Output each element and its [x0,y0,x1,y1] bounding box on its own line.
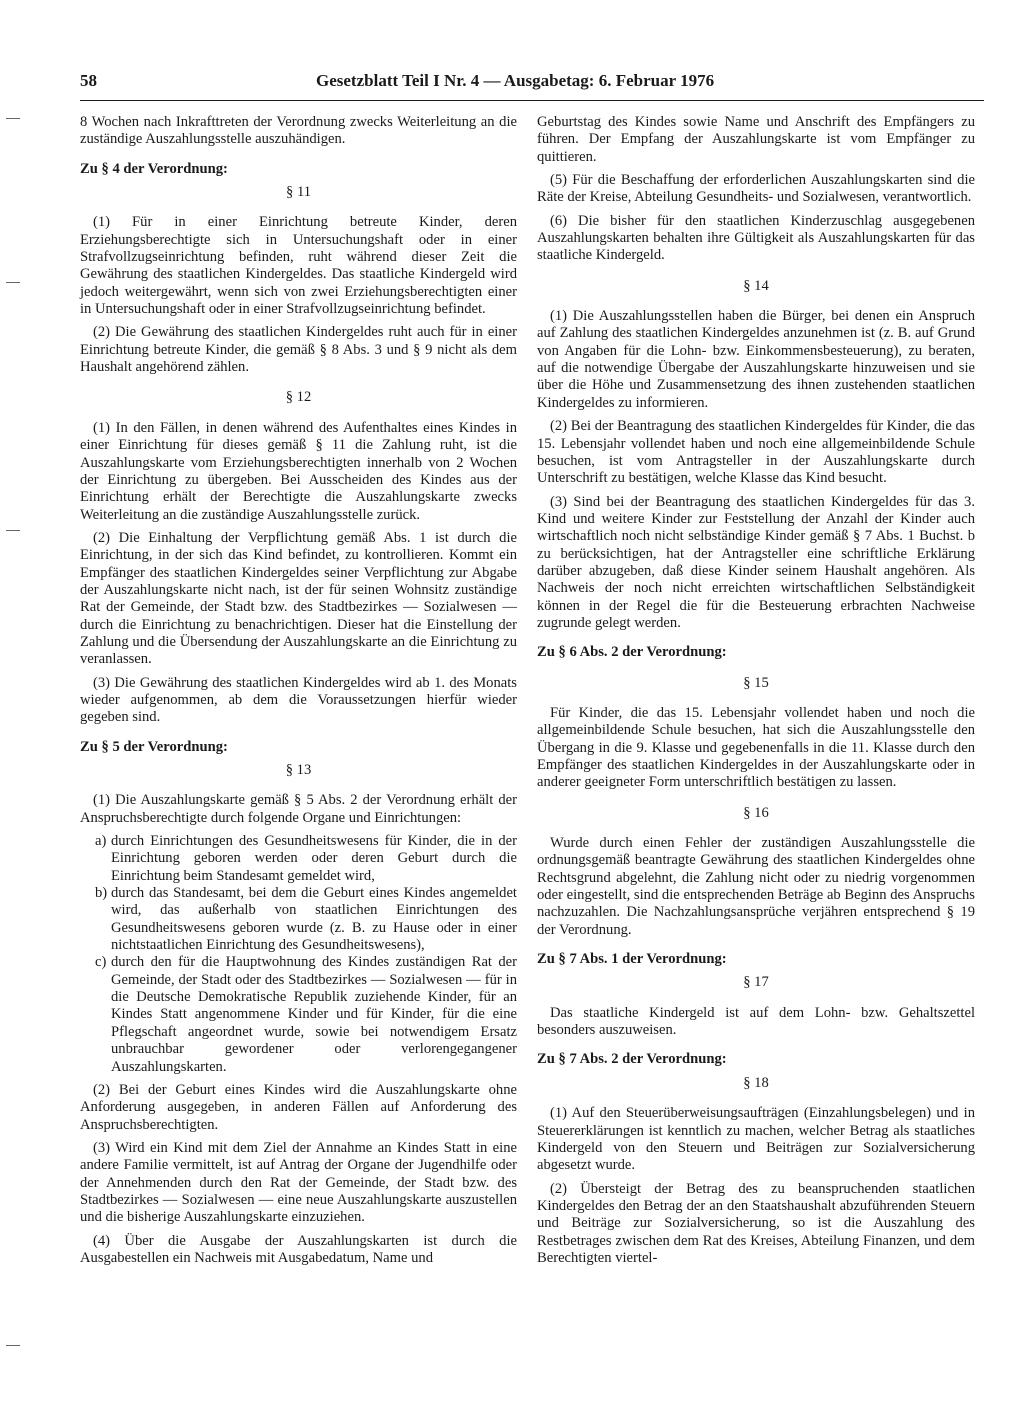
paragraph: Für Kinder, die das 15. Lebensjahr vollendet haben und noch die allgemeinbildende Schule besuchen, hat sich die Auszahlungsstelle den Übergang in die 9. Klasse und gegebenenfalls in die 11. Klasse durch den Empfänger des staatlichen Kindergeldes in der Auszahlungskarte oder in anderer geeigneter Form unterschriftlich bestätigen zu lassen. [537,704,975,791]
list-item [80,954,517,1075]
list-item [80,885,517,954]
section-title: § 13 [285,762,312,778]
paragraph: (1) Für in einer Einrichtung betreute Kinder, deren Erziehungsberechtigte sich in Untersuchungshaft oder in einer Strafvollzugseinrichtung befinden, ruht während dieser Zeit die Gewährung des staatlichen Kindergeldes. Das staatliche Kindergeld wird jedoch weitergewährt, wenn sich von zwei Erziehungsberechtigten einer in Untersuchungshaft oder in einer Strafvollzugseinrichtung befindet. [80,214,517,318]
section-heading: Zu § 6 Abs. 2 der Verordnung: [537,644,727,661]
paragraph: (6) Die bisher für den staatlichen Kinderzuschlag ausgegebenen Auszahlungskarten behalten ihre Gültigkeit als Auszahlungskarten für das staatliche Kindergeld. [537,212,975,264]
list-letter: a) [95,833,107,850]
edge-mark [6,530,20,531]
section-title: § 12 [285,389,312,406]
section-title: § 11 [286,184,311,201]
section-title: § 16 [743,804,769,821]
paragraph: (2) Die Gewährung des staatlichen Kindergeldes ruht auch für in einer Einrichtung betreute Kinder, die gemäß § 8 Abs. 3 und § 9 nicht als dem Haushalt angehörend zählen. [80,324,517,376]
paragraph: (1) Auf den Steuerüberweisungsaufträgen (Einzahlungsbelegen) und in Steuererklärungen ist kenntlich zu machen, welcher Betrag als staatliches Kindergeld von den Steuern und Beiträgen zur Sozialversicherung abgesetzt wurde. [537,1105,975,1174]
paragraph: (2) Die Einhaltung der Verpflichtung gemäß Abs. 1 ist durch die Einrichtung, in der sich das Kind befindet, zu kontrollieren. Kommt ein Empfänger des staatlichen Kindergeldes seiner Verpflichtung zur Abgabe der Auszahlungskarte nicht nach, ist der für seinen Wohnsitz zuständige Rat der Gemeinde, der Stadt bzw. des Stadtbezirkes — Sozialwesen — durch die Einrichtung zu benachrichtigen. Dieser hat die Einstellung der Zahlung und die Übersendung der Auszahlungskarte an die Einrichtung zu veranlassen. [80,529,517,668]
paragraph: (1) Die Auszahlungskarte gemäß § 5 Abs. 2 der Verordnung erhält der Anspruchsberechtigte durch folgende Organe und Einrichtungen: [80,792,517,826]
paragraph: (4) Über die Ausgabe der Auszahlungskarten ist durch die Ausgabestellen ein Nachweis mit Ausgabedatum, Name und [80,1232,517,1266]
edge-mark [6,1345,20,1346]
section-heading: Zu § 5 der Verordnung: [80,738,228,755]
paragraph: (5) Für die Beschaffung der erforderlichen Auszahlungskarten sind die Räte der Kreise, Abteilung Gesundheits- und Sozialwesen, verantwortlich. [537,172,975,206]
edge-mark [6,118,20,119]
list-text: durch den für die Hauptwohnung des Kindes zuständigen Rat der Gemeinde, der Stadt oder des Stadtbezirkes — Sozialwesen — für in die Deutsche Demokratische Republik zuziehende Kinder, für an Kindes Statt angenommene Kinder und für Kinder, für die eine Pflegschaft angeordnet wurde, sowie bei notwendigem Ersatz unbrauchbar gewordener oder verlorengegangener Auszahlungskarten. [111,954,517,1075]
paragraph: Geburtstag des Kindes sowie Name und Anschrift des Empfängers zu führen. Der Empfang der Auszahlungskarte ist vom Empfänger zu quittieren. [537,114,975,165]
section-title: § 18 [743,1074,769,1091]
section-heading: Zu § 7 Abs. 2 der Verordnung: [537,1051,727,1068]
list-text: durch Einrichtungen des Gesundheitswesens für Kinder, die in der Einrichtung geboren werden oder deren Geburt durch die Einrichtung beim Standesamt gemeldet wird, [111,833,517,884]
enumerated-list [80,833,517,1076]
paragraph: (3) Sind bei der Beantragung des staatlichen Kindergeldes für das 3. Kind und weitere Kinder zur Feststellung der Anzahl der Kinder auch wirtschaftlich noch nicht selbständige Kinder gemäß § 7 Abs. 1 Buchst. b zu berücksichtigen, hat der Antragsteller eine schriftliche Erklärung darüber abzugeben, daß diese Kinder seinem Haushalt angehören. Als Nachweis der noch nicht erreichten wirtschaftlichen Selbständigkeit können in der Regel die für die Besteuerung erbrachten Nachweise zugrunde gelegt werden. [537,493,975,631]
right-column [537,114,975,1273]
page-number: 58 [80,71,97,90]
edge-mark [6,282,20,283]
paragraph: (2) Bei der Beantragung des staatlichen Kindergeldes für Kinder, die das 15. Lebensjahr vollendet haben und noch eine allgemeinbildende Schule besuchen, ist vom Antragsteller in der Auszahlungskarte durch Unterschrift zu bestätigen, welche Klasse das Kind besucht. [537,418,975,487]
section-heading: Zu § 7 Abs. 1 der Verordnung: [537,951,727,968]
paragraph: (3) Die Gewährung des staatlichen Kindergeldes wird ab 1. des Monats wieder aufgenommen, ab dem die Voraussetzungen hierfür wieder gegeben sind. [80,674,517,726]
list-letter: b) [95,885,108,902]
paragraph: (3) Wird ein Kind mit dem Ziel der Annahme an Kindes Statt in eine andere Familie vermittelt, ist auf Antrag der Organe der Jugendhilfe oder der Annehmenden durch den Rat der Gemeinde, der Stadt bzw. des Stadtbezirkes — Sozialwesen — eine neue Auszahlungskarte auszustellen und die bisherige Auszahlungskarte einzuziehen. [80,1139,517,1226]
section-title: § 14 [743,277,769,294]
paragraph: (1) Die Auszahlungsstellen haben die Bürger, bei denen ein Anspruch auf Zahlung des staatlichen Kindergeldes anzunehmen ist (z. B. auf Grund von Angaben für die Lohn- bzw. Einkommensbesteuerung), zu beraten, auf die notwendige Übergabe der Auszahlungskarte hinzuweisen und sie über die Höhe und Zusammensetzung des ihnen zustehenden staatlichen Kindergeldes zu informieren. [537,308,975,411]
header-rule [80,100,984,101]
list-item [80,833,517,885]
running-header: Gesetzblatt Teil I Nr. 4 — Ausgabetag: 6. Februar 1976 [316,71,715,90]
paragraph: Wurde durch einen Fehler der zuständigen Auszahlungsstelle die ordnungsgemäß beantragte Gewährung des staatlichen Kindergeldes ohne Rechtsgrund abgelehnt, die Zahlung nicht oder zu niedrig vorgenommen oder eingestellt, sind die entsprechenden Beträge ab Beginn des Anspruchs nachzuzahlen. Die Nachzahlungsansprüche verjähren entsprechend § 19 der Verordnung. [537,835,975,938]
paragraph: (1) In den Fällen, in denen während des Aufenthaltes eines Kindes in einer Einrichtung für dieses gemäß § 11 die Zahlung ruht, ist die Auszahlungskarte vom Erziehungsberechtigten innerhalb von 2 Wochen der Einrichtung zu übergeben. Bei Ausscheiden des Kindes aus der Einrichtung erhält der Berechtigte die Auszahlungskarte zwecks Weiterleitung an die zuständige Auszahlungsstelle zurück. [80,419,517,523]
left-column [80,114,517,1273]
section-title: § 15 [743,674,769,691]
paragraph: 8 Wochen nach Inkrafttreten der Verordnung zwecks Weiterleitung an die zuständige Auszahlungsstelle auszuhändigen. [80,114,517,148]
paragraph: (2) Bei der Geburt eines Kindes wird die Auszahlungskarte ohne Anforderung ausgegeben, in anderen Fällen auf Anforderung des Anspruchsberechtigten. [80,1081,517,1133]
list-letter: c) [95,954,107,971]
list-text: durch das Standesamt, bei dem die Geburt eines Kindes angemeldet wird, das außerhalb von staatlichen Einrichtungen des Gesundheitswesens geboren wurde (z. B. zu Hause oder in einer nichtstaatlichen Einrichtung des Gesundheitswesens), [111,885,517,954]
section-title: § 17 [743,974,769,991]
section-heading: Zu § 4 der Verordnung: [80,160,228,177]
paragraph: Das staatliche Kindergeld ist auf dem Lohn- bzw. Gehaltszettel besonders auszuweisen. [537,1004,975,1039]
paragraph: (2) Übersteigt der Betrag des zu beanspruchenden staatlichen Kindergeldes den Betrag der an den Staatshaushalt abzuführenden Steuern und Beiträge zur Sozialversicherung, so ist die Auszahlung des Restbetrages zwischen dem Rat des Kreises, Abteilung Finanzen, und dem Berechtigten viertel- [537,1180,975,1266]
